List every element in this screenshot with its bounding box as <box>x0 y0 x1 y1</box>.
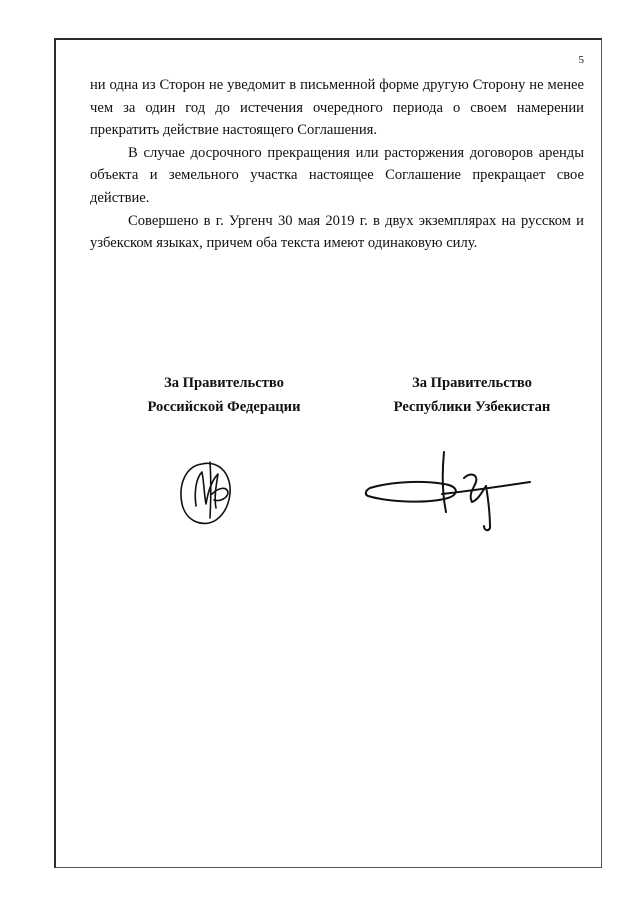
page-number: 5 <box>578 54 584 66</box>
signature-russia-icon <box>172 448 242 536</box>
paragraph-done-at: Совершено в г. Ургенч 30 мая 2019 г. в двух экземплярах на русском и узбекском языках, причем оба текста имеют одинаковую силу. <box>90 212 584 252</box>
signatory-uzbekistan-line2: Республики Узбекистан <box>393 398 551 415</box>
signatory-russia-line2: Российской Федерации <box>147 398 301 415</box>
document-body <box>90 74 584 255</box>
signatory-uzbekistan <box>374 372 570 419</box>
signatory-russia-line1: За Правительство <box>164 375 284 391</box>
paragraph-early-termination: В случае досрочного прекращения или расторжения договоров аренды объекта и земельного участка настоящее Соглашение прекращает свое действие. <box>90 144 584 206</box>
signatory-uzbekistan-line1: За Правительство <box>412 375 532 391</box>
signatory-russia <box>126 372 322 419</box>
signature-uzbekistan-icon <box>360 448 538 536</box>
paragraph-continuation: ни одна из Сторон не уведомит в письменной форме другую Сторону не менее чем за один год до истечения очередного периода о своем намерении прекратить действие настоящего Соглашения. <box>90 77 584 139</box>
